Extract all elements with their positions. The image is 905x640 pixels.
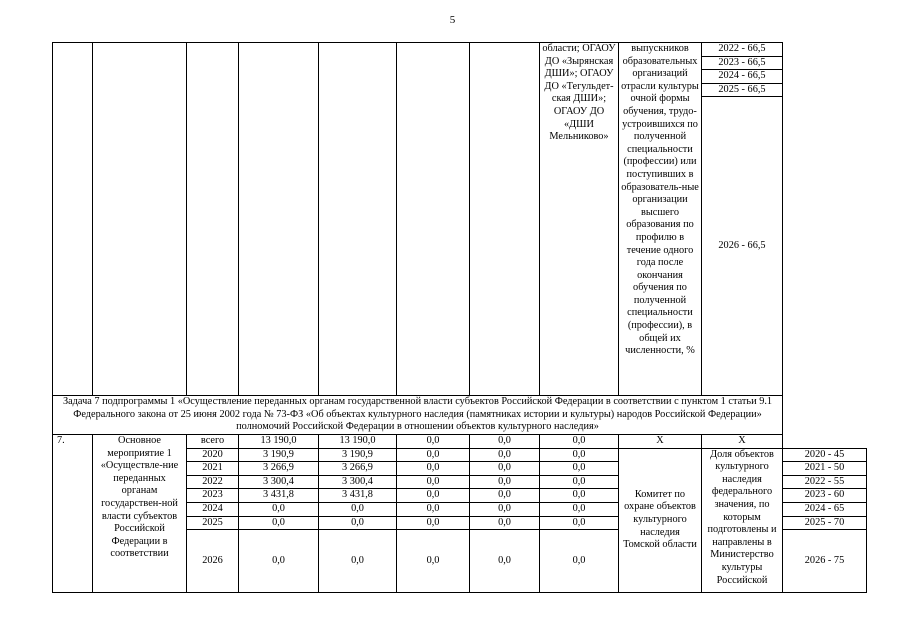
amount-cell: 0,0	[540, 475, 619, 489]
amount-cell: 0,0	[540, 516, 619, 530]
executor-cell: области; ОГАОУ ДО «Зырянская ДШИ»; ОГАОУ ДО «Тегульдет-ская ДШИ»; ОГАОУ ДО «ДШИ Мельниково»	[540, 43, 619, 396]
target-cell: 2021 - 50	[783, 462, 867, 476]
amount-cell: 0,0	[470, 448, 540, 462]
target-cell: 2023 - 60	[783, 489, 867, 503]
continuation-row	[53, 43, 867, 57]
amount-cell: 3 266,9	[319, 462, 397, 476]
year-cell: 2020	[187, 448, 239, 462]
target-cell: 2026 - 75	[783, 530, 867, 593]
amount-cell: 0,0	[397, 516, 470, 530]
amount-cell: 0,0	[397, 530, 470, 593]
amount-cell: 0,0	[239, 502, 319, 516]
x-header-cell: Х	[619, 435, 702, 449]
amount-cell: 0,0	[397, 489, 470, 503]
target-cell: 2025 - 66,5	[702, 83, 783, 97]
amount-cell: 0,0	[540, 435, 619, 449]
year-cell: 2023	[187, 489, 239, 503]
amount-cell: 3 266,9	[239, 462, 319, 476]
amount-cell: 3 431,8	[319, 489, 397, 503]
target-cell: 2020 - 45	[783, 448, 867, 462]
amount-cell: 0,0	[470, 502, 540, 516]
amount-cell: 0,0	[470, 475, 540, 489]
year-cell: всего	[187, 435, 239, 449]
amount-cell: 3 300,4	[319, 475, 397, 489]
amount-cell: 0,0	[470, 516, 540, 530]
target-cell: 2022 - 55	[783, 475, 867, 489]
program-table	[52, 42, 867, 593]
amount-cell: 0,0	[239, 530, 319, 593]
item-executor: Комитет по охране объектов культурного наследия Томской области	[619, 448, 702, 593]
amount-cell: 0,0	[470, 489, 540, 503]
amount-cell: 0,0	[397, 502, 470, 516]
task-row	[53, 396, 867, 435]
amount-cell: 0,0	[540, 530, 619, 593]
amount-cell: 0,0	[397, 462, 470, 476]
amount-cell: 0,0	[540, 502, 619, 516]
amount-cell: 0,0	[397, 435, 470, 449]
amount-cell: 0,0	[319, 502, 397, 516]
target-cell: 2025 - 70	[783, 516, 867, 530]
amount-cell: 0,0	[397, 475, 470, 489]
item-name: Основное мероприятие 1 «Осуществле-ние переданных органам государствен-ной власти субъектов Российской Федерации в соответствии	[93, 435, 187, 593]
amount-cell: 0,0	[470, 462, 540, 476]
task-text: Задача 7 подпрограммы 1 «Осуществление переданных органам государственной власти субъектов Российской Федерации в соответствии с пунктом 1 статьи 9.1 Федерального закона от 25 июня 2002 года № 73-ФЗ «Об объектах культурного наследия (памятниках истории и культуры) народов Российской Федерации» полномочий Российской Федерации в отношении объектов культурного наследия»	[53, 396, 783, 435]
amount-cell: 3 190,9	[319, 448, 397, 462]
amount-cell: 0,0	[540, 448, 619, 462]
amount-cell: 3 300,4	[239, 475, 319, 489]
amount-cell: 0,0	[540, 489, 619, 503]
item-indicator: Доля объектов культурного наследия федерального значения, по которым подготовлены и направлены в Министерство культуры Российской	[702, 448, 783, 593]
page-number: 5	[449, 14, 456, 26]
amount-cell: 0,0	[239, 516, 319, 530]
amount-cell: 3 190,9	[239, 448, 319, 462]
year-cell: 2024	[187, 502, 239, 516]
amount-cell: 13 190,0	[239, 435, 319, 449]
amount-cell: 0,0	[470, 530, 540, 593]
year-cell: 2022	[187, 475, 239, 489]
amount-cell: 13 190,0	[319, 435, 397, 449]
amount-cell: 0,0	[470, 435, 540, 449]
year-cell: 2025	[187, 516, 239, 530]
target-cell: 2023 - 66,5	[702, 56, 783, 70]
amount-cell: 0,0	[319, 516, 397, 530]
amount-cell: 3 431,8	[239, 489, 319, 503]
x-header-cell: Х	[702, 435, 783, 449]
amount-cell: 0,0	[540, 462, 619, 476]
year-cell: 2026	[187, 530, 239, 593]
target-cell: 2026 - 66,5	[702, 97, 783, 396]
amount-cell: 0,0	[319, 530, 397, 593]
year-cell: 2021	[187, 462, 239, 476]
amount-cell: 0,0	[397, 448, 470, 462]
item-number: 7.	[53, 435, 93, 593]
indicator-cell: выпускников образовательных организаций отрасли культуры очной формы обучения, трудо-устроившихся по полученной специальности (профессии) или поступивших в образователь-ные организации высшего образования по профилю в течение одного года после окончания обучения по полученной специальности (профессии), в общей их численности, %	[619, 43, 702, 396]
target-cell: 2022 - 66,5	[702, 43, 783, 57]
target-cell: 2024 - 65	[783, 502, 867, 516]
target-cell: 2024 - 66,5	[702, 70, 783, 84]
table-row	[53, 435, 867, 449]
